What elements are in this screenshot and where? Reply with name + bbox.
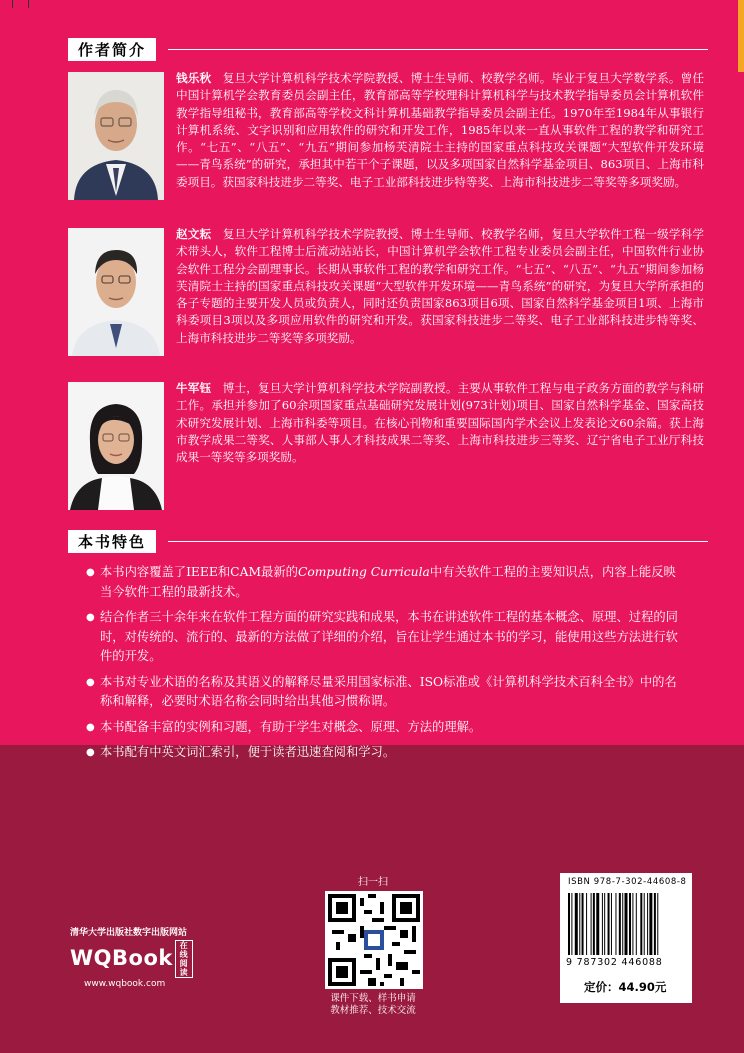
- features-heading-rule: [168, 541, 708, 542]
- crop-mark: [12, 0, 13, 8]
- author-entry: [68, 382, 708, 512]
- qr-code: [325, 891, 423, 989]
- logo-badge: 在线阅读: [175, 940, 193, 978]
- publisher-block: [70, 925, 193, 989]
- author-entry: [68, 228, 708, 358]
- author-bio: [176, 70, 704, 191]
- authors-heading: 作者简介: [68, 38, 156, 61]
- publisher-site-name: 清华大学出版社数字出版网站: [70, 928, 188, 938]
- author-photo: [68, 72, 164, 200]
- qr-caption: [325, 993, 421, 1017]
- feature-item: ● 本书配备丰富的实例和习题，有助于学生对概念、原理、方法的理解。: [86, 718, 682, 738]
- features-list: [86, 563, 682, 769]
- logo-text: WQBook: [70, 946, 173, 970]
- author-entry: [68, 72, 708, 202]
- feature-item: ● 本书对专业术语的名称及其语义的解释尽量采用国家标准、ISO标准或《计算机科学技术百科全书》中的名称和解释，必要时术语名称会同时给出其他习惯称谓。: [86, 673, 682, 712]
- spine-accent-strip: [738, 0, 744, 72]
- author-bio-text: 复旦大学计算机科学技术学院教授、博士生导师、校教学名师，复旦大学软件工程一级学科学术带头人，软件工程博士后流动站站长，中国计算机学会软件工程专业委员会副主任，中国软件行业协会软件工程分会副理事长。长期从事软件工程的教学和研究工作。“七五”、“八五”、“九五”期间参加杨芙清院士主持的国家重点科技攻关课题“大型软件开发环境——青鸟系统”的研究，为复旦大学所承担的各子专题的主要开发人员或负责人，同时还负责国家863项目6项、国家自然科学基金项目1项、上海市科委项目3项以及多项应用软件的研究和开发。获国家科技进步二等奖、电子工业部科技进步特等奖、上海市科技进步二等奖等多项奖励。: [176, 227, 704, 345]
- features-heading: 本书特色: [68, 530, 156, 553]
- qr-caption-line: 教材推荐、技术交流: [330, 1005, 416, 1016]
- qr-title: 扫一扫: [358, 877, 388, 888]
- qr-caption-line: 课件下载、样书申请: [330, 993, 416, 1004]
- author-bio-text: 博士，复旦大学计算机科学技术学院副教授。主要从事软件工程与电子政务方面的教学与科研工作。承担并参加了60余项国家重点基础研究发展计划(973计划)项目、国家自然科学基金、国家高技术研究发展计划、上海市科委等项目。在核心刊物和重要国际国内学术会议上发表论文60余篇。获上海市教学成果二等奖、人事部人事人才科技成果二等奖、上海市科技进步三等奖、辽宁省电子工业厅科技成果一等奖等多项奖励。: [176, 381, 704, 465]
- isbn-label: ISBN 978-7-302-44608-8: [568, 877, 687, 887]
- barcode: [568, 893, 684, 955]
- feature-item: ● 结合作者三十余年来在软件工程方面的研究实践和成果，本书在讲述软件工程的基本概念、原理、过程的同时，对传统的、流行的、最新的方法做了详细的介绍，旨在让学生通过本书的学习，能使用这些方法进行软件的开发。: [86, 608, 682, 667]
- authors-heading-rule: [168, 49, 708, 50]
- author-bio: [176, 380, 704, 466]
- crop-mark: [28, 0, 29, 8]
- publisher-url: www.wqbook.com: [84, 979, 166, 989]
- feature-item: ● 本书内容覆盖了IEEE和CAM最新的Computing Curricula中有关软件工程的主要知识点，内容上能反映当今软件工程的最新技术。: [86, 563, 682, 602]
- feature-emphasis: Computing Curricula: [297, 565, 430, 579]
- feature-item: ● 本书配有中英文词汇索引，便于读者迅速查阅和学习。: [86, 743, 682, 763]
- author-name: 赵文耘: [176, 227, 212, 241]
- author-name: 牛军钰: [176, 381, 212, 395]
- author-bio: [176, 226, 704, 347]
- price-label: 定价：44.90元: [584, 980, 667, 994]
- author-bio-text: 复旦大学计算机科学技术学院教授、博士生导师、校教学名师。毕业于复旦大学数学系。曾任中国计算机学会教育委员会副主任，教育部高等学校理科计算机科学与技术教学指导委员会计算机软件教学指导组秘书，教育部高等学校文科计算机基础教学指导委员会副主任。1970年至1984年从事银行计算机系统、文字识别和应用软件的研究和开发工作，1985年以来一直从事软件工程的教学和研究工作。“七五”、“八五”、“九五”期间参加杨芙清院士主持的国家重点科技攻关课题“大型软件开发环境——青鸟系统”的研究，承担其中若干个子课题，以及多项国家自然科学基金项目、863项目、上海市科委项目。获国家科技进步二等奖、电子工业部科技进步特等奖、上海市科技进步二等奖等多项奖励。: [176, 71, 704, 189]
- author-photo: [68, 228, 164, 356]
- isbn-digits: 9 787302 446088: [566, 957, 663, 968]
- isbn-block: [560, 873, 692, 1003]
- author-name: 钱乐秋: [176, 71, 212, 85]
- wqbook-logo: [70, 940, 193, 978]
- qr-block: [325, 873, 421, 1017]
- author-photo: [68, 382, 164, 510]
